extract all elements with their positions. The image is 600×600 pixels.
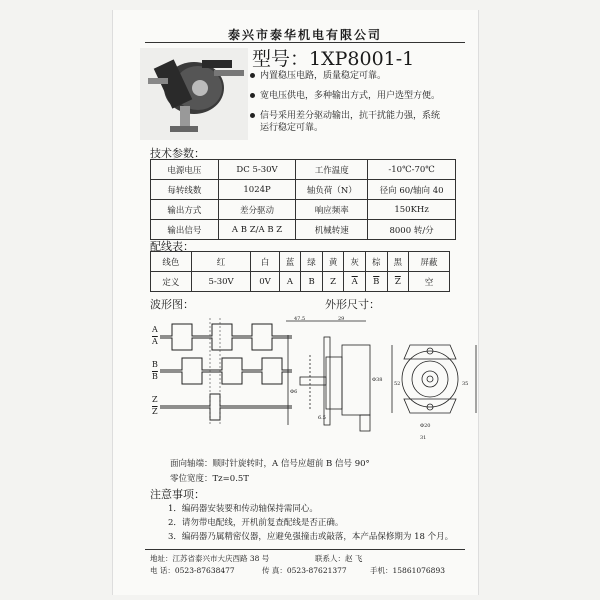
bullet-icon [250, 73, 255, 78]
footer-address: 地址：江苏省泰兴市大庆西路 38 号 [150, 554, 270, 563]
dim-label: 6.5 [318, 415, 326, 421]
footer-contact: 联系人：赵 飞 [315, 554, 363, 563]
dimension-drawing [280, 315, 480, 445]
dim-label: 31 [420, 435, 427, 441]
footer-fax: 传 真：0523-87621377 [262, 566, 347, 575]
spec-row: 输出方式 差分驱动 响应频率 150KHz [151, 200, 456, 220]
wiring-title: 配线表： [150, 240, 194, 253]
model-number: 型号：1XP8001-1 [252, 48, 415, 70]
wiring-head-row: 线色 红 白 蓝 绿 黄 灰 棕 黑 屏蔽 [151, 252, 450, 272]
footer-phone: 电 话：0523-87638477 [150, 566, 235, 575]
dim-label: 29 [338, 316, 345, 322]
wiring-def-row: 定义 5-30V 0V A B Z $\overline{A}$ $\overline{B}$ $\overline{Z}$ 空 [151, 272, 450, 292]
dim-label: 52 [394, 381, 401, 387]
feature-item: 内置稳压电路，质量稳定可靠。 [250, 70, 470, 82]
note-item: 2．请勿带电配线，开机前复查配线是否正确。 [168, 518, 344, 528]
spec-table [150, 159, 456, 240]
feature-item: 宽电压供电，多种输出方式，用户选型方便。 [250, 90, 470, 102]
feature-item: 信号采用差分驱动输出，抗干扰能力强，系统 [250, 110, 470, 122]
wave-labels: A $\overline{A}$ B $\overline{B}$ Z $\overline{Z}$ [152, 325, 158, 416]
company-name: 泰兴市泰华机电有限公司 [228, 28, 383, 42]
spec-row: 输出信号 A B Z/A B Z 机械转速 8000 转/分 [151, 220, 456, 240]
dim-label: Φ38 [372, 377, 383, 383]
footer-mobile: 手机：15861076893 [370, 566, 445, 575]
rotation-note: 面向轴端：顺时针旋转时，A 信号应超前 B 信号 90° [170, 459, 370, 469]
wiring-table [150, 251, 450, 292]
note-item: 3．编码器乃属精密仪器，应避免强撞击或敲落，本产品保修期为 18 个月。 [168, 532, 454, 542]
notes-title: 注意事项： [150, 488, 205, 501]
feature-item-cont: 运行稳定可靠。 [260, 123, 324, 133]
feature-list [250, 70, 470, 134]
bullet-icon [250, 93, 255, 98]
notes-list [168, 502, 453, 544]
spec-row: 电源电压 DC 5-30V 工作温度 -10℃-70℃ [151, 160, 456, 180]
dim-label: Φ6 [290, 389, 298, 395]
note-item: 1．编码器安装要和传动轴保持需同心。 [168, 504, 318, 514]
footer-rule [145, 549, 465, 550]
dim-label: 47.5 [294, 316, 306, 322]
tech-title: 技术参数： [150, 147, 205, 160]
dim-label: Φ20 [420, 423, 431, 429]
header-rule [145, 42, 465, 43]
dim-title: 外形尺寸： [325, 298, 380, 311]
spec-row: 每转线数 1024P 轴负荷（N） 径向 60/轴向 40 [151, 180, 456, 200]
wave-title: 波形图： [150, 298, 194, 311]
dim-label: 35 [462, 381, 469, 387]
zero-width: 零位宽度：Tz=0.5T [170, 474, 249, 484]
encoder-photo [140, 48, 248, 140]
bullet-icon [250, 113, 255, 118]
